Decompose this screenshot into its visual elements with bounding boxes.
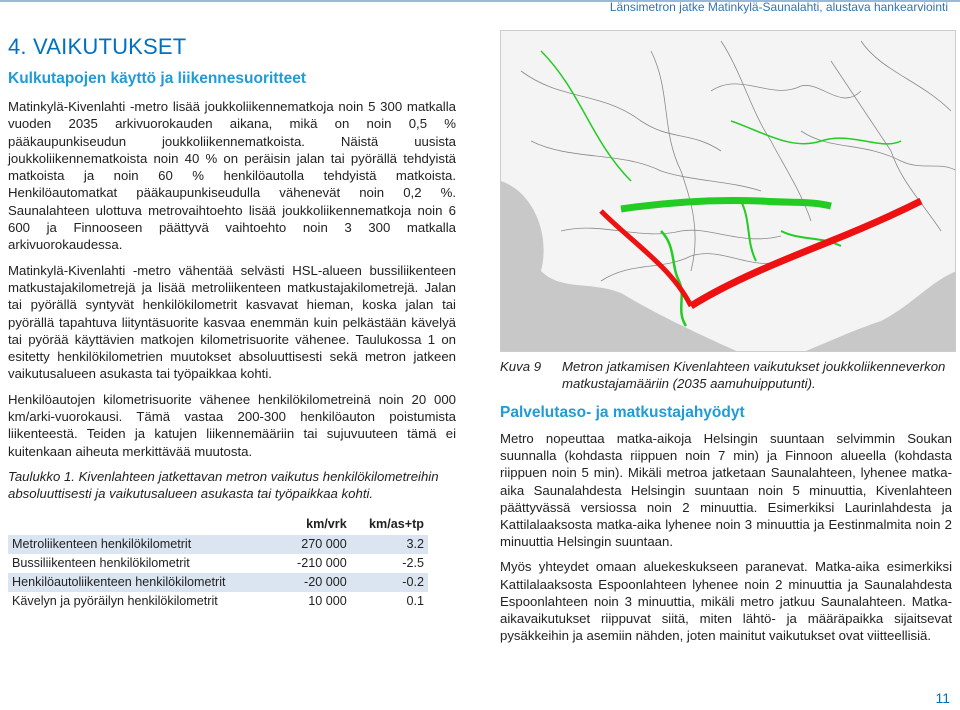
table-cell-km-vrk: -210 000: [280, 554, 351, 573]
table-cell-label: Bussiliikenteen henkilökilometrit: [8, 554, 280, 573]
map-graphic: [501, 31, 956, 352]
paragraph: Matinkylä-Kivenlahti -metro lisää joukkoliikennematkoja noin 5 300 matkalla vuoden 2035 arkivuorokauden aikana, mikä on noin 0,5 % pääkaupunkiseudun joukkoliikennematkoista. Näistä uusista joukkoliikennematkoista noin 40 % on peräisin jalan tai pyörällä tehdyistä matkoista ja noin 60 % henkilöautolla tehdyistä matkoista. Henkilöautomatkat pääkaupunkiseudulla vähenevät noin 0,2 %. Saunalahteen ulottuva metrovaihtoehto lisää joukkoliikennematkoja noin 6 600 ja Finnooseen päättyvä vaihtoehto noin 3 300 matkalla arkivuorokaudessa.: [8, 99, 456, 253]
figure-caption-text: Metron jatkamisen Kivenlahteen vaikutukset joukkoliikenneverkon matkustajamääriin (2035 aamuhuipputunti).: [562, 359, 946, 391]
table-cell-label: Kävelyn ja pyöräilyn henkilökilometrit: [8, 592, 280, 611]
table-header-cell: km/as+tp: [369, 516, 424, 531]
paragraph: Henkilöautojen kilometrisuorite vähenee henkilökilometreinä noin 20 000 km/arki-vuorokausi. Tämä vastaa 200-300 henkilöauton poistumista liikenteestä. Teiden ja katujen liikennemääriin tai sujuvuuteen tämä ei kuitenkaan aiheuta merkittävää muutosta.: [8, 391, 456, 459]
table-cell-km-as-tp: -0.2: [351, 573, 428, 592]
right-column: [500, 404, 952, 644]
table-header-row: [8, 513, 428, 535]
table-cell-km-as-tp: -2.5: [351, 554, 428, 573]
table-row: [8, 535, 428, 554]
table-header-cell: [8, 513, 280, 535]
left-column: [8, 34, 456, 611]
person-km-table: [8, 513, 428, 611]
table-row: [8, 554, 428, 573]
table-cell-km-as-tp: 3.2: [351, 535, 428, 554]
running-head: Länsimetron jatke Matinkylä-Saunalahti, alustava hankearviointi: [609, 0, 948, 14]
table-cell-km-vrk: 10 000: [280, 592, 351, 611]
table-row: [8, 573, 428, 592]
table-cell-km-as-tp: 0.1: [351, 592, 428, 611]
table-cell-label: Henkilöautoliikenteen henkilökilometrit: [8, 573, 280, 592]
paragraph: Matinkylä-Kivenlahti -metro vähentää selvästi HSL-alueen bussiliikenteen matkustajakilometrejä ja lisää metroliikenteen matkustajakilometrejä. Jalan tai pyörällä syntyvät henkilökilometrit kasvavat hieman, koska jalan tai pyörällä tapahtuva liityntäsuorite kasvaa enemmän kuin pelkästään kävelyä tai pyörää käyttävien matkojen kilometrisuorite vähenee. Taulukossa 1 on esitetty henkilökilometrien muutokset absoluuttisesti sekä metron jatkeen vaikutusalueen asukasta tai työpaikkaa kohti.: [8, 262, 456, 382]
figure-caption: [500, 358, 950, 392]
page-number: 11: [935, 690, 950, 706]
table-row: [8, 592, 428, 611]
figure-label: Kuva 9: [500, 359, 542, 374]
table-cell-label: Metroliikenteen henkilökilometrit: [8, 535, 280, 554]
table-cell-km-vrk: 270 000: [280, 535, 351, 554]
paragraph: Metro nopeuttaa matka-aikoja Helsingin suuntaan selvimmin Soukan suunnalla (kohdasta riippuen noin 7 min) ja Finnoon alueella (kohdasta riippuen noin 5 min). Mikäli metroa jatketaan Saunalahteen, lyhenee matka-aika Saunalahdesta Helsingin suuntaan noin 5 minuuttia, Kivenlahteen päättyvässä versiossa noin 2 minuuttia. Esimerkiksi Laurinlahdesta ja Kattilalaaksosta matka-aika lyhenee noin 3 minuuttia ja Eestinmalmita noin 2 minuuttia Helsingin suuntaan.: [500, 431, 952, 550]
paragraph: Myös yhteydet omaan aluekeskukseen paranevat. Matka-aika esimerkiksi Kattilalaaksosta Espoonlahteen lyhenee noin 2 minuuttia ja Saunalahdesta Espoonlahteen noin 3 minuuttia, mikäli metro jatkuu Saunalahteen. Matka-aikavaikutukset riippuvat siitä, miten lähtö- ja määräpaikka sijaitsevat pysäkkeihin ja asemiin nähden, joten mainitut vaikutukset ovat viitteellisiä.: [500, 559, 952, 644]
subsection-title: Palvelutaso- ja matkustajahyödyt: [500, 404, 745, 421]
table-header-cell: km/vrk: [306, 516, 347, 531]
table-cell-km-vrk: -20 000: [280, 573, 351, 592]
network-map: [500, 30, 956, 352]
subsection-title: Kulkutapojen käyttö ja liikennesuoritteet: [8, 70, 307, 87]
section-title: 4. VAIKUTUKSET: [8, 34, 187, 59]
table-caption: Taulukko 1. Kivenlahteen jatkettavan metron vaikutus henkilökilometreihin absoluuttisesti ja vaikutusalueen asukasta tai työpaikkaa kohti.: [8, 468, 439, 502]
